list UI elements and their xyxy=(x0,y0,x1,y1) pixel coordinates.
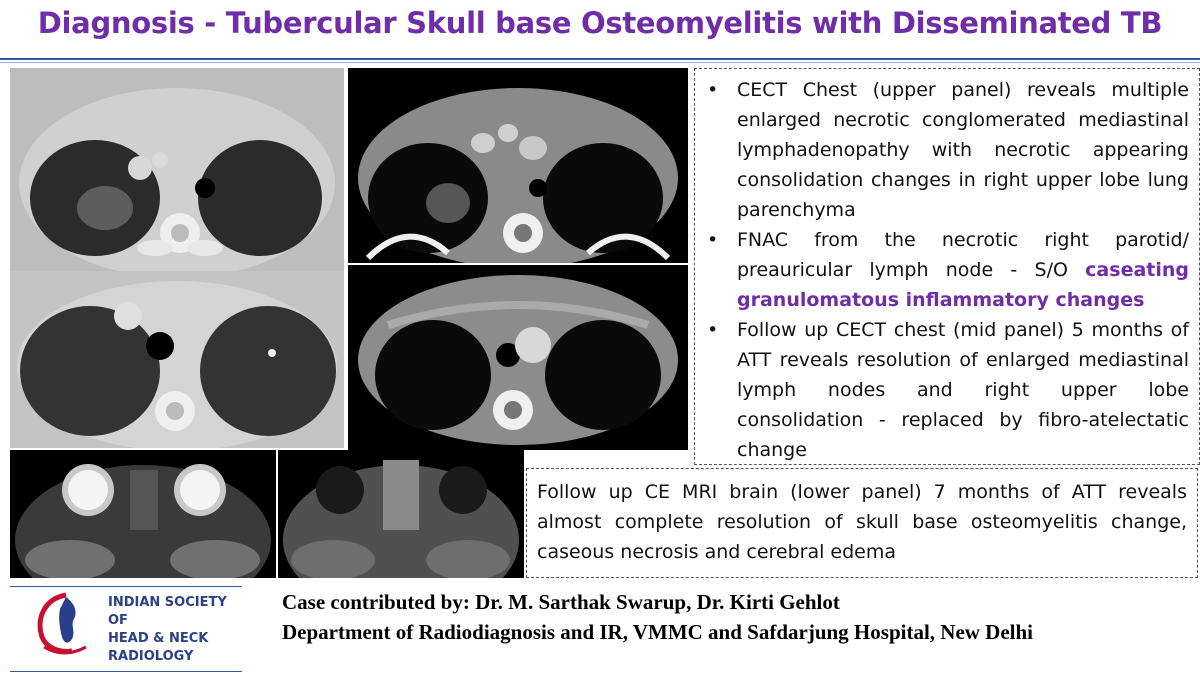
findings-list xyxy=(703,75,1189,465)
department-affiliation: Department of Radiodiagnosis and IR, VMMC and Safdarjung Hospital, New Delhi xyxy=(282,620,1034,644)
ct-chest-mediastinal-window-mid xyxy=(348,265,688,450)
findings-bullet-box xyxy=(694,68,1200,465)
ct-chest-lung-window-upper xyxy=(10,68,344,271)
ct-chest-mediastinal-window-upper xyxy=(348,68,688,263)
finding-text: Follow up CECT chest (mid panel) 5 months of ATT reveals resolution of enlarged mediastinal lymph nodes and right upper lobe consolidation - replaced by fibro-atelectatic change xyxy=(737,319,1189,461)
bullet-icon: • xyxy=(707,319,719,341)
ishnr-emblem-icon xyxy=(14,589,104,657)
mri-brain-t2-orbits xyxy=(10,450,276,578)
bullet-icon: • xyxy=(707,229,719,251)
logo-rule-bottom xyxy=(10,671,242,672)
finding-item-cect-chest xyxy=(703,75,1189,225)
logo-text xyxy=(108,594,248,666)
logo-line-3: RADIOLOGY xyxy=(108,649,194,664)
logo-line-2: HEAD & NECK xyxy=(108,631,209,646)
finding-highlight: caseating granulomatous inflammatory changes xyxy=(737,259,1189,311)
bullet-icon: • xyxy=(707,79,719,101)
logo-line-1: INDIAN SOCIETY OF xyxy=(108,595,227,628)
ct-chest-lung-window-mid xyxy=(10,271,344,448)
finding-item-fnac xyxy=(703,225,1189,315)
page-title: Diagnosis - Tubercular Skull base Osteomyelitis with Disseminated TB xyxy=(37,6,1163,40)
title-divider xyxy=(0,58,1200,60)
mri-brain-contrast-orbits xyxy=(278,450,524,578)
case-contributors: Case contributed by: Dr. M. Sarthak Swarup, Dr. Kirti Gehlot xyxy=(282,590,840,614)
finding-text: FNAC from the necrotic right parotid/ preauricular lymph node - S/O xyxy=(737,229,1189,281)
finding-text: CECT Chest (upper panel) reveals multiple enlarged necrotic conglomerated mediastinal lymphadenopathy with necrotic appearing consolidation changes in right upper lobe lung parenchyma xyxy=(737,79,1189,221)
title-divider-thin xyxy=(0,62,1200,63)
mri-followup-note: Follow up CE MRI brain (lower panel) 7 months of ATT reveals almost complete resolution of skull base osteomyelitis change, caseous necrosis and cerebral edema xyxy=(526,468,1198,578)
finding-item-followup-cect xyxy=(703,315,1189,465)
logo-rule-top xyxy=(10,586,242,587)
